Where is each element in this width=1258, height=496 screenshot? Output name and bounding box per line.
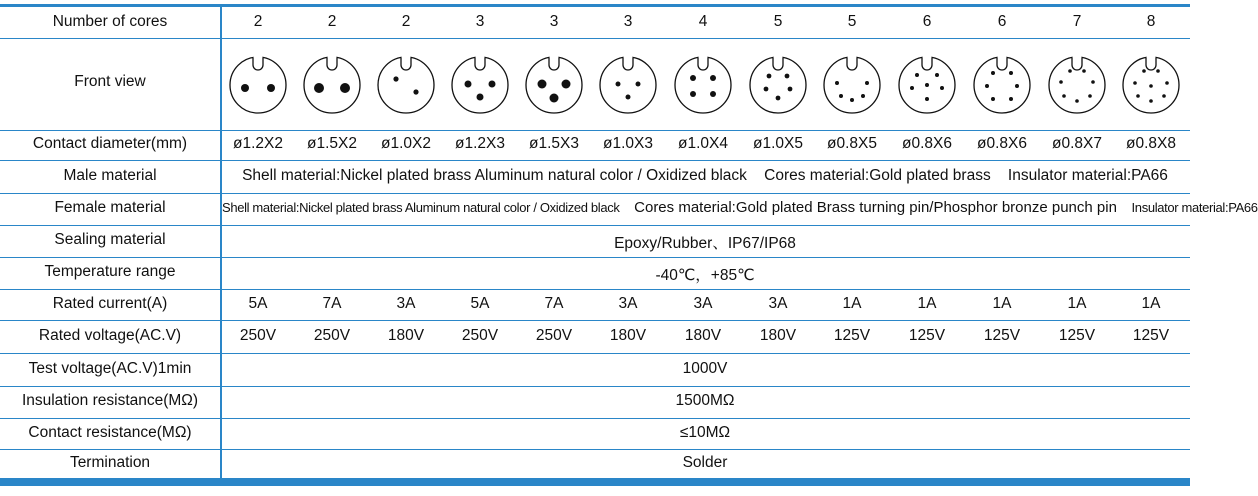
rated-current-cell: 1A bbox=[1067, 295, 1087, 312]
rated-voltage-cell: 125V bbox=[1058, 327, 1096, 344]
row-label: Test voltage(AC.V)1min bbox=[28, 360, 192, 377]
contact-pin bbox=[340, 83, 350, 93]
core-count-cell: 3 bbox=[623, 13, 633, 30]
contact-pin bbox=[991, 97, 995, 101]
contact-diameter-cell: ø1.0X3 bbox=[603, 135, 653, 152]
female-cores-material: Cores material:Gold plated Brass turning pin/Phosphor bronze punch pin bbox=[634, 199, 1117, 216]
contact-pin bbox=[767, 74, 772, 79]
front-view-2-core-icon bbox=[299, 52, 365, 118]
contact-pin bbox=[861, 94, 865, 98]
contact-pin bbox=[1165, 81, 1169, 85]
contact-pin bbox=[850, 98, 854, 102]
core-count-cell: 2 bbox=[253, 13, 263, 30]
rated-current-cell: 1A bbox=[1141, 295, 1161, 312]
rated-current-cell: 3A bbox=[768, 295, 788, 312]
female-insulator-material: Insulator material:PA66 bbox=[1131, 200, 1258, 215]
connector-key-notch bbox=[847, 57, 857, 70]
connector-key-notch bbox=[401, 57, 411, 70]
contact-pin bbox=[1075, 99, 1079, 103]
contact-diameter-cell: ø0.8X7 bbox=[1052, 135, 1102, 152]
rated-current-cell: 5A bbox=[470, 295, 490, 312]
rated-current-cell: 3A bbox=[618, 295, 638, 312]
contact-pin bbox=[788, 87, 793, 92]
front-view-5-core-icon bbox=[819, 52, 885, 118]
termination-value: Solder bbox=[682, 454, 728, 471]
male-material-value: Shell material:Nickel plated brass Aluminum natural color / Oxidized black Cores material:Gold plated brass Insulator material:PA66 bbox=[242, 167, 1168, 184]
core-count-cell: 6 bbox=[997, 13, 1007, 30]
connector-key-notch bbox=[773, 57, 783, 70]
table-top-border bbox=[0, 4, 1190, 7]
contact-pin bbox=[940, 86, 944, 90]
row-divider bbox=[0, 449, 1190, 450]
core-count-cell: 2 bbox=[327, 13, 337, 30]
rated-voltage-cell: 180V bbox=[759, 327, 797, 344]
contact-pin bbox=[785, 74, 790, 79]
rated-voltage-cell: 250V bbox=[461, 327, 499, 344]
connector-key-notch bbox=[327, 57, 337, 70]
female-shell-material: Shell material:Nickel plated brass Aluminum natural color / Oxidized black bbox=[222, 200, 620, 215]
contact-pin bbox=[1015, 84, 1019, 88]
connector-key-notch bbox=[623, 57, 633, 70]
contact-pin bbox=[835, 81, 839, 85]
front-view-3-core-icon bbox=[595, 52, 661, 118]
core-count-cell: 3 bbox=[475, 13, 485, 30]
row-divider bbox=[0, 353, 1190, 354]
rated-voltage-cell: 125V bbox=[833, 327, 871, 344]
front-view-3-core-icon bbox=[447, 52, 513, 118]
row-divider bbox=[0, 193, 1190, 194]
table-bottom-border bbox=[0, 478, 1190, 486]
connector-key-notch bbox=[997, 57, 1007, 70]
rated-current-cell: 7A bbox=[322, 295, 342, 312]
contact-diameter-cell: ø1.5X3 bbox=[529, 135, 579, 152]
contact-pin bbox=[1059, 80, 1063, 84]
connector-key-notch bbox=[1072, 57, 1082, 70]
front-view-3-core-icon bbox=[521, 52, 587, 118]
front-view-6-core-icon bbox=[969, 52, 1035, 118]
front-view-4-core-icon bbox=[670, 52, 736, 118]
row-label: Rated current(A) bbox=[52, 295, 168, 312]
contact-pin bbox=[636, 82, 641, 87]
connector-key-notch bbox=[549, 57, 559, 70]
connector-key-notch bbox=[922, 57, 932, 70]
contact-diameter-cell: ø1.0X4 bbox=[678, 135, 728, 152]
contact-pin bbox=[839, 94, 843, 98]
contact-diameter-cell: ø0.8X5 bbox=[827, 135, 877, 152]
row-divider bbox=[0, 289, 1190, 290]
contact-pin bbox=[550, 94, 559, 103]
row-label: Insulation resistance(MΩ) bbox=[21, 392, 199, 409]
contact-diameter-cell: ø1.2X3 bbox=[455, 135, 505, 152]
temperature-range-value: -40℃，+85℃ bbox=[655, 267, 755, 284]
row-label: Termination bbox=[69, 454, 151, 471]
contact-pin bbox=[1009, 71, 1013, 75]
front-view-2-core-icon bbox=[225, 52, 291, 118]
row-label: Front view bbox=[74, 73, 146, 90]
contact-pin bbox=[489, 81, 496, 88]
contact-pin bbox=[1133, 81, 1137, 85]
contact-pin bbox=[910, 86, 914, 90]
rated-voltage-cell: 125V bbox=[908, 327, 946, 344]
contact-pin bbox=[764, 87, 769, 92]
row-label: Number of cores bbox=[52, 13, 168, 30]
contact-diameter-cell: ø0.8X6 bbox=[902, 135, 952, 152]
contact-pin bbox=[562, 80, 571, 89]
contact-pin bbox=[991, 71, 995, 75]
contact-pin bbox=[241, 84, 249, 92]
rated-current-cell: 1A bbox=[992, 295, 1012, 312]
rated-voltage-cell: 250V bbox=[239, 327, 277, 344]
core-count-cell: 5 bbox=[773, 13, 783, 30]
connector-key-notch bbox=[698, 57, 708, 70]
contact-pin bbox=[710, 91, 716, 97]
core-count-cell: 3 bbox=[549, 13, 559, 30]
core-count-cell: 4 bbox=[698, 13, 708, 30]
row-label: Contact diameter(mm) bbox=[32, 135, 188, 152]
rated-current-cell: 3A bbox=[693, 295, 713, 312]
contact-pin bbox=[1009, 97, 1013, 101]
core-count-cell: 7 bbox=[1072, 13, 1082, 30]
row-divider bbox=[0, 320, 1190, 321]
contact-pin bbox=[538, 80, 547, 89]
contact-pin bbox=[710, 75, 716, 81]
contact-diameter-cell: ø1.5X2 bbox=[307, 135, 357, 152]
contact-pin bbox=[690, 75, 696, 81]
contact-pin bbox=[1136, 94, 1140, 98]
contact-diameter-cell: ø0.8X6 bbox=[977, 135, 1027, 152]
rated-current-cell: 7A bbox=[544, 295, 564, 312]
connector-key-notch bbox=[475, 57, 485, 70]
rated-current-cell: 3A bbox=[396, 295, 416, 312]
contact-pin bbox=[1088, 94, 1092, 98]
contact-pin bbox=[1142, 69, 1146, 73]
contact-pin bbox=[1068, 69, 1072, 73]
contact-pin bbox=[1156, 69, 1160, 73]
contact-pin bbox=[616, 82, 621, 87]
rated-voltage-cell: 180V bbox=[387, 327, 425, 344]
contact-diameter-cell: ø0.8X8 bbox=[1126, 135, 1176, 152]
front-view-7-core-icon bbox=[1044, 52, 1110, 118]
contact-pin bbox=[1091, 80, 1095, 84]
rated-voltage-cell: 250V bbox=[535, 327, 573, 344]
contact-pin bbox=[776, 96, 781, 101]
contact-pin bbox=[865, 81, 869, 85]
contact-pin bbox=[690, 91, 696, 97]
contact-pin bbox=[1149, 99, 1153, 103]
contact-pin bbox=[626, 95, 631, 100]
contact-pin bbox=[413, 89, 418, 94]
front-view-2-core-icon bbox=[373, 52, 439, 118]
contact-pin bbox=[477, 94, 484, 101]
front-view-5-core-icon bbox=[745, 52, 811, 118]
front-view-6-core-icon bbox=[894, 52, 960, 118]
row-divider bbox=[0, 160, 1190, 161]
row-label: Female material bbox=[54, 199, 166, 216]
core-count-cell: 6 bbox=[922, 13, 932, 30]
row-divider bbox=[0, 418, 1190, 419]
contact-resistance-value: ≤10MΩ bbox=[679, 424, 731, 441]
rated-voltage-cell: 180V bbox=[609, 327, 647, 344]
rated-voltage-cell: 180V bbox=[684, 327, 722, 344]
core-count-cell: 2 bbox=[401, 13, 411, 30]
contact-pin bbox=[1062, 94, 1066, 98]
row-label: Rated voltage(AC.V) bbox=[38, 327, 182, 344]
row-label: Contact resistance(MΩ) bbox=[28, 424, 192, 441]
insulation-resistance-value: 1500MΩ bbox=[675, 392, 735, 409]
core-count-cell: 5 bbox=[847, 13, 857, 30]
rated-voltage-cell: 250V bbox=[313, 327, 351, 344]
row-divider bbox=[0, 225, 1190, 226]
contact-pin bbox=[935, 73, 939, 77]
row-divider bbox=[0, 130, 1190, 131]
row-divider bbox=[0, 38, 1190, 39]
connector-key-notch bbox=[1146, 57, 1156, 70]
contact-pin bbox=[393, 76, 398, 81]
front-view-8-core-icon bbox=[1118, 52, 1184, 118]
rated-current-cell: 1A bbox=[842, 295, 862, 312]
contact-pin bbox=[267, 84, 275, 92]
contact-pin bbox=[1162, 94, 1166, 98]
row-label: Male material bbox=[63, 167, 157, 184]
row-divider bbox=[0, 257, 1190, 258]
contact-pin bbox=[925, 83, 929, 87]
contact-pin bbox=[314, 83, 324, 93]
rated-current-cell: 5A bbox=[248, 295, 268, 312]
contact-pin bbox=[915, 73, 919, 77]
contact-diameter-cell: ø1.0X5 bbox=[753, 135, 803, 152]
rated-voltage-cell: 125V bbox=[1132, 327, 1170, 344]
row-label: Temperature range bbox=[44, 263, 176, 280]
female-material-value bbox=[222, 199, 1258, 217]
connector-key-notch bbox=[253, 57, 263, 70]
contact-diameter-cell: ø1.0X2 bbox=[381, 135, 431, 152]
contact-diameter-cell: ø1.2X2 bbox=[233, 135, 283, 152]
test-voltage-value: 1000V bbox=[682, 360, 728, 377]
contact-pin bbox=[1082, 69, 1086, 73]
contact-pin bbox=[925, 97, 929, 101]
core-count-cell: 8 bbox=[1146, 13, 1156, 30]
contact-pin bbox=[985, 84, 989, 88]
rated-voltage-cell: 125V bbox=[983, 327, 1021, 344]
row-divider bbox=[0, 386, 1190, 387]
sealing-material-value: Epoxy/Rubber、IP67/IP68 bbox=[614, 235, 796, 252]
contact-pin bbox=[465, 81, 472, 88]
row-label: Sealing material bbox=[54, 231, 166, 248]
rated-current-cell: 1A bbox=[917, 295, 937, 312]
contact-pin bbox=[1149, 84, 1153, 88]
